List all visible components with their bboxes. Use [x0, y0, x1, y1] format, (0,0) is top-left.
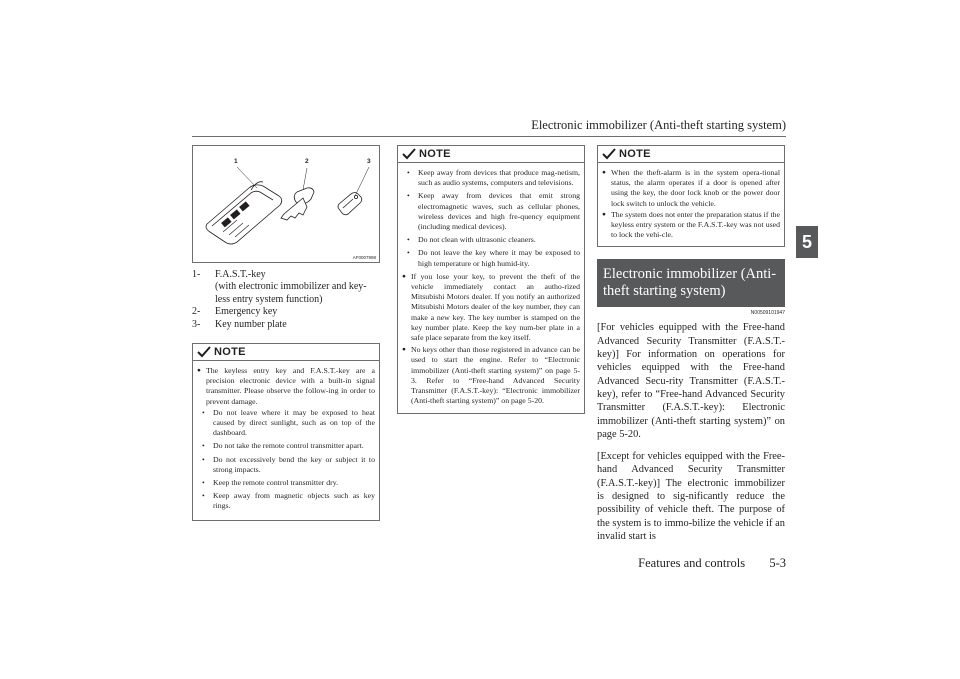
header-rule	[192, 136, 786, 137]
note-bullet: ● If you lose your key, to prevent the theft of the vehicle immediately contact an autho-rized Mitsubishi Motors dealer. If you notify an authorized Mitsubishi Motors dealer of the key number, they can make a new key. The key number is stamped on the key number plate. Keep the key num-ber plate in a safe place separate from the key itself.	[402, 272, 580, 343]
legend-number: 1-	[192, 269, 201, 280]
body-paragraph: [Except for vehicles equipped with the Free-hand Advanced Security Transmitter (F.A.S.T.-key)] The electronic immobilizer is designed to sig-nificantly reduce the possibility of vehicle theft. The purpose of the system is to immo-bilize the vehicle if an invalid start is	[597, 451, 785, 542]
legend-text: Emergency key	[215, 306, 278, 318]
note-header	[398, 146, 584, 163]
page-footer	[560, 556, 786, 571]
column-1	[192, 145, 380, 521]
note-item: • Do not clean with ultrasonic cleaners.	[407, 235, 536, 245]
note-item: • Keep away from devices that produce mag-netism, such as audio systems, computers and televisions.	[407, 168, 580, 188]
note-bullet: ● The keyless entry key and F.A.S.T.-key are a precision electronic device with a built-in signal transmitter. Please observe the follow-ing in order to prevent damage.	[197, 366, 375, 407]
note-box-key-handling	[397, 145, 585, 414]
legend-item	[192, 319, 380, 331]
legend-number: 3-	[192, 318, 201, 330]
note-bullet: ● The system does not enter the preparation status if the keyless entry system or the F.A.S.T.-key was not used to lock the vehi-cle.	[602, 210, 780, 241]
column-2	[397, 145, 585, 414]
legend-number: 2-	[192, 306, 201, 318]
note-item: • Do not take the remote control transmitter apart.	[202, 441, 364, 451]
footer-section: Features and controls	[638, 556, 746, 570]
key-drawing	[193, 146, 380, 263]
page-number: 5-3	[769, 556, 786, 570]
note-box-theft-alarm	[597, 145, 785, 247]
note-check-icon	[602, 148, 616, 160]
callout-3: 3	[367, 158, 371, 165]
note-item: • Do not leave the key where it may be exposed to high temperature or high humid-ity.	[407, 248, 580, 268]
body-paragraph: [For vehicles equipped with the Free-hand Advanced Security Transmitter (F.A.S.T.-key)] For information on operations for vehicles equipped with the Free-hand Advanced Secu-rity Transmitter (F.A.S.T.-key), refer to “Free-hand Advanced Security Transmitter (F.A.S.T.-key): Electronic immobilizer (Anti-theft starting system)” on page 5-20.	[597, 322, 785, 440]
section-title: Electronic immobilizer (Anti-theft starting system)	[597, 259, 785, 307]
legend-item	[192, 269, 380, 281]
note-item: • Do not excessively bend the key or subject it to strong impacts.	[202, 454, 375, 474]
running-head: Electronic immobilizer (Anti-theft starting system)	[531, 118, 786, 132]
chapter-tab: 5	[796, 226, 818, 258]
legend-item	[192, 306, 380, 318]
note-bullet: ● No keys other than those registered in advance can be used to start the engine. Refer to “Electronic immobilizer (Anti-theft starting system)” on page 5-3. Refer to “Free-hand Advanced Security Transmitter (F.A.S.T.-key): “Electronic immobilizer (Anti-theft starting system)” on page 5-20.	[402, 345, 580, 406]
note-check-icon	[197, 346, 211, 358]
callout-1: 1	[234, 158, 238, 165]
note-bullet: ● When the theft-alarm is in the system opera-tional status, the alarm operates if a door is opened after using the key, the door lock knob or the power door lock switch to unlock the vehicle.	[602, 168, 780, 209]
note-item: • Keep away from magnetic objects such as key rings.	[202, 491, 375, 511]
legend-subtext: (with electronic immobilizer and key-less entry system function)	[215, 281, 367, 305]
key-illustration	[192, 145, 380, 263]
callout-2: 2	[305, 158, 309, 165]
figure-code: AF0007998	[352, 255, 376, 260]
note-check-icon	[402, 148, 416, 160]
note-item: • Keep the remote control transmitter dry.	[202, 478, 339, 488]
note-header	[193, 344, 379, 361]
note-title: NOTE	[214, 346, 246, 359]
section-code: N00509101947	[750, 310, 785, 317]
legend-text: Key number plate	[215, 318, 287, 330]
legend-text: F.A.S.T.-key	[215, 269, 266, 280]
note-header	[598, 146, 784, 163]
note-item: • Do not leave where it may be exposed to heat caused by direct sunlight, such as on top of the dashboard.	[202, 407, 375, 438]
column-3	[597, 145, 785, 543]
note-title: NOTE	[619, 148, 651, 160]
note-item: • Keep away from devices that emit strong electromagnetic waves, such as cellular phones, wireless devices and high fre-quency equipment (including medical devices).	[407, 191, 580, 232]
note-box-key-care	[192, 343, 380, 521]
figure-legend	[192, 269, 380, 331]
note-title: NOTE	[419, 148, 451, 160]
